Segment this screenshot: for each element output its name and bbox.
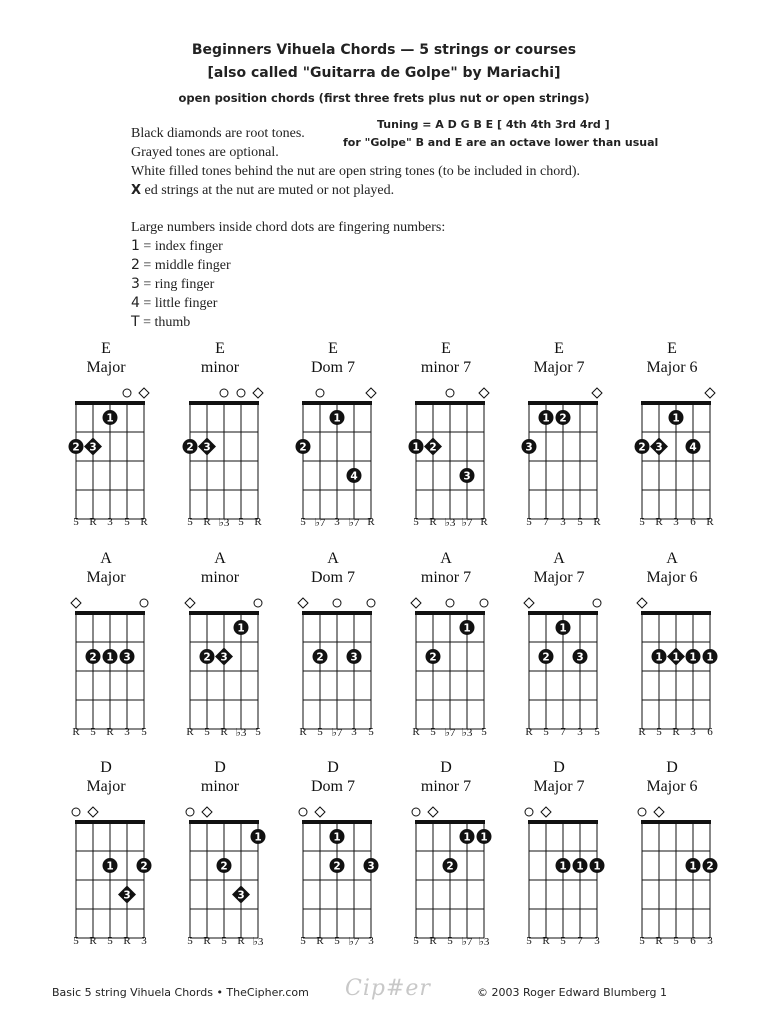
open-root-diamond	[541, 807, 551, 817]
finger-number: 3	[237, 889, 245, 902]
fretboard	[638, 340, 732, 516]
nut-bar	[641, 611, 711, 615]
interval-label: 5	[639, 516, 645, 528]
tuning-line: Tuning = A D G B E [ 4th 4th 3rd 4rd ]	[377, 118, 610, 131]
interval-label: ♭3	[252, 936, 264, 948]
interval-label: ♭3	[478, 936, 490, 948]
fretboard	[303, 759, 393, 935]
finger-number: 2	[446, 860, 454, 873]
interval-label: 5	[413, 935, 419, 947]
interval-label: 3	[707, 935, 713, 947]
nut-bar	[528, 820, 598, 824]
finger-number: 1	[131, 238, 140, 254]
interval-label: R	[429, 935, 437, 947]
chord-quality: Major	[86, 778, 126, 795]
interval-label: 3	[690, 726, 696, 738]
finger-number: 1	[672, 651, 680, 664]
nut-bar	[641, 820, 711, 824]
interval-label: 5	[577, 516, 583, 528]
fingering-item	[131, 237, 223, 256]
open-root-diamond	[592, 388, 602, 398]
interval-label: 5	[526, 516, 532, 528]
page-title: Beginners Vihuela Chords — 5 strings or courses	[191, 42, 577, 58]
finger-number: 1	[106, 860, 114, 873]
interval-label: 6	[707, 726, 713, 738]
nut-bar	[528, 611, 598, 615]
finger-number: 1	[106, 651, 114, 664]
open-string-circle	[140, 599, 148, 607]
chord-quality: Dom 7	[311, 778, 355, 795]
nut-bar	[189, 611, 259, 615]
finger-number: 1	[689, 651, 697, 664]
chord-quality: Major	[86, 359, 126, 376]
finger-number: 2	[89, 651, 97, 664]
chord-quality: minor	[200, 359, 240, 376]
open-string-circle	[72, 808, 80, 816]
open-root-diamond	[253, 388, 263, 398]
fingering-heading: Large numbers inside chord dots are fingering numbers:	[131, 220, 446, 235]
open-string-circle	[367, 599, 375, 607]
nut-bar	[415, 401, 485, 405]
finger-number: 3	[203, 441, 211, 454]
nut-bar	[189, 401, 259, 405]
open-root-diamond	[88, 807, 98, 817]
interval-label: R	[480, 516, 488, 528]
chord-quality: Major 7	[533, 778, 585, 795]
fretboard	[642, 550, 732, 726]
chord-root: A	[666, 550, 678, 567]
interval-label: 6	[690, 516, 696, 528]
interval-label: 6	[690, 935, 696, 947]
finger-number: 1	[576, 860, 584, 873]
interval-label: R	[237, 935, 245, 947]
finger-number: 2	[203, 651, 211, 664]
interval-label: R	[72, 726, 80, 738]
fretboard	[529, 550, 619, 726]
intro-open-tones: White filled tones behind the nut are open string tones (to be included in chord).	[131, 164, 581, 179]
finger-number: 3	[123, 889, 131, 902]
open-root-diamond	[202, 807, 212, 817]
intro-optional-tones: Grayed tones are optional.	[131, 145, 279, 160]
fretboard	[190, 759, 280, 935]
finger-description: = thumb	[139, 315, 191, 330]
chord-root: D	[214, 759, 226, 776]
interval-label: R	[542, 935, 550, 947]
chord-root: E	[667, 340, 677, 357]
open-string-circle	[316, 389, 324, 397]
chord-quality: minor 7	[420, 359, 472, 376]
finger-number: 1	[480, 831, 488, 844]
chord-diagram	[638, 550, 752, 756]
interval-label: R	[672, 726, 680, 738]
finger-number: 1	[542, 412, 550, 425]
chord-quality: minor	[200, 569, 240, 586]
intro-root-tones: Black diamonds are root tones.	[131, 126, 305, 141]
interval-label: ♭3	[218, 517, 230, 529]
finger-number: 2	[220, 860, 228, 873]
open-root-diamond	[428, 807, 438, 817]
fretboard	[642, 759, 732, 935]
interval-label: R	[367, 516, 375, 528]
interval-label: R	[140, 516, 148, 528]
interval-label: ♭3	[461, 727, 473, 739]
nut-bar	[302, 820, 372, 824]
chord-root: A	[553, 550, 565, 567]
open-string-circle	[412, 808, 420, 816]
interval-label: 3	[107, 516, 113, 528]
chord-quality: minor	[200, 778, 240, 795]
page-subtitle: [also called "Guitarra de Golpe" by Mariachi]	[207, 65, 561, 81]
finger-number: 3	[220, 651, 228, 664]
interval-label: 5	[481, 726, 487, 738]
fretboard	[303, 550, 393, 726]
interval-label: ♭7	[314, 517, 326, 529]
chord-root: E	[554, 340, 564, 357]
interval-label: R	[655, 935, 663, 947]
interval-label: 5	[526, 935, 532, 947]
open-string-circle	[123, 389, 131, 397]
chord-root: A	[214, 550, 226, 567]
interval-label: 5	[107, 935, 113, 947]
intro-muted-strings	[131, 181, 394, 200]
finger-number: 2	[299, 441, 307, 454]
chord-root: A	[440, 550, 452, 567]
finger-number: 3	[525, 441, 533, 454]
chord-root: D	[327, 759, 339, 776]
chord-quality: Major 6	[646, 778, 698, 795]
open-string-circle	[638, 808, 646, 816]
fretboard	[416, 759, 506, 935]
interval-label: R	[655, 516, 663, 528]
nut-bar	[75, 611, 145, 615]
interval-label: R	[299, 726, 307, 738]
fretboard	[525, 340, 619, 516]
chord-quality: minor 7	[420, 569, 472, 586]
open-string-circle	[299, 808, 307, 816]
intro-muted-text: ed strings at the nut are muted or not played.	[141, 183, 395, 198]
interval-label: 5	[73, 935, 79, 947]
finger-number: 1	[559, 622, 567, 635]
fingering-item	[131, 313, 190, 332]
chord-diagram	[638, 340, 752, 546]
chord-quality: Dom 7	[311, 569, 355, 586]
interval-label: 5	[317, 726, 323, 738]
open-root-diamond	[705, 388, 715, 398]
open-string-circle	[237, 389, 245, 397]
chord-quality: Major	[86, 569, 126, 586]
finger-number: 4	[689, 441, 697, 454]
page-note: open position chords (first three frets plus nut or open strings)	[178, 91, 590, 105]
interval-label: 7	[577, 935, 583, 947]
chord-diagram	[639, 759, 752, 965]
open-string-circle	[254, 599, 262, 607]
nut-bar	[528, 401, 598, 405]
finger-number: 1	[333, 831, 341, 844]
finger-number: 2	[131, 257, 140, 273]
interval-label: R	[106, 726, 114, 738]
interval-label: 5	[673, 935, 679, 947]
interval-label: 5	[124, 516, 130, 528]
interval-label: 5	[141, 726, 147, 738]
interval-label: 7	[543, 516, 549, 528]
interval-label: ♭7	[461, 517, 473, 529]
interval-label: 3	[577, 726, 583, 738]
interval-label: 5	[656, 726, 662, 738]
interval-label: 3	[673, 516, 679, 528]
chord-quality: Major 7	[533, 359, 585, 376]
chord-quality: Major 6	[646, 359, 698, 376]
finger-number: 1	[412, 441, 420, 454]
finger-number: 2	[333, 860, 341, 873]
interval-label: 3	[368, 935, 374, 947]
finger-number: 1	[333, 412, 341, 425]
finger-number: 1	[706, 651, 714, 664]
tuning-note: for "Golpe" B and E are an octave lower than usual	[343, 136, 659, 149]
interval-label: R	[593, 516, 601, 528]
finger-number: 1	[463, 831, 471, 844]
interval-label: R	[220, 726, 228, 738]
open-string-circle	[220, 389, 228, 397]
fretboard	[190, 550, 280, 726]
open-string-circle	[446, 389, 454, 397]
finger-number: T	[131, 314, 140, 330]
interval-label: ♭7	[348, 936, 360, 948]
finger-number: 2	[140, 860, 148, 873]
interval-label: 3	[124, 726, 130, 738]
chord-root: D	[440, 759, 452, 776]
finger-number: 3	[367, 860, 375, 873]
open-string-circle	[333, 599, 341, 607]
interval-label: ♭3	[235, 727, 247, 739]
open-string-circle	[186, 808, 194, 816]
finger-number: 3	[576, 651, 584, 664]
interval-label: ♭7	[331, 727, 343, 739]
finger-description: = little finger	[139, 296, 218, 311]
open-string-circle	[446, 599, 454, 607]
finger-number: 1	[593, 860, 601, 873]
interval-label: R	[203, 516, 211, 528]
interval-label: 5	[187, 516, 193, 528]
finger-number: 1	[254, 831, 262, 844]
interval-label: 5	[221, 935, 227, 947]
fretboard	[76, 550, 166, 726]
interval-label: 5	[334, 935, 340, 947]
open-root-diamond	[654, 807, 664, 817]
finger-number: 4	[350, 470, 358, 483]
interval-label: 3	[351, 726, 357, 738]
interval-label: 3	[334, 516, 340, 528]
interval-label: 5	[413, 516, 419, 528]
nut-bar	[415, 820, 485, 824]
interval-label: 3	[141, 935, 147, 947]
finger-number: 1	[672, 412, 680, 425]
cipher-logo-watermark: Cip#er	[345, 976, 431, 1001]
finger-number: 3	[350, 651, 358, 664]
finger-number: 2	[429, 651, 437, 664]
finger-number: 2	[559, 412, 567, 425]
interval-label: R	[429, 516, 437, 528]
interval-label: 5	[368, 726, 374, 738]
finger-number: 2	[316, 651, 324, 664]
interval-label: R	[316, 935, 324, 947]
interval-label: ♭3	[444, 517, 456, 529]
muted-x-mark: X	[131, 183, 142, 198]
nut-bar	[415, 611, 485, 615]
finger-number: 1	[689, 860, 697, 873]
interval-label: R	[186, 726, 194, 738]
interval-label: R	[254, 516, 262, 528]
nut-bar	[75, 820, 145, 824]
chord-quality: Major 7	[533, 569, 585, 586]
interval-label: 3	[594, 935, 600, 947]
fretboard	[416, 550, 506, 726]
finger-description: = index finger	[139, 239, 223, 254]
finger-number: 2	[638, 441, 646, 454]
interval-label: 5	[187, 935, 193, 947]
chord-root: E	[441, 340, 451, 357]
finger-number: 3	[463, 470, 471, 483]
fingering-item	[131, 275, 214, 294]
finger-number: 2	[186, 441, 194, 454]
interval-label: R	[123, 935, 131, 947]
finger-number: 3	[655, 441, 663, 454]
nut-bar	[189, 820, 259, 824]
fretboard	[72, 340, 166, 516]
interval-label: R	[412, 726, 420, 738]
finger-number: 2	[542, 651, 550, 664]
nut-bar	[75, 401, 145, 405]
chord-root: D	[100, 759, 112, 776]
footer-right: © 2003 Roger Edward Blumberg 1	[477, 986, 667, 999]
chord-root: E	[328, 340, 338, 357]
interval-label: R	[525, 726, 533, 738]
finger-number: 4	[131, 295, 140, 311]
interval-label: R	[638, 726, 646, 738]
fingering-item	[131, 256, 231, 275]
chord-root: E	[215, 340, 225, 357]
open-string-circle	[593, 599, 601, 607]
open-root-diamond	[185, 598, 195, 608]
open-string-circle	[480, 599, 488, 607]
interval-label: R	[89, 935, 97, 947]
interval-label: R	[89, 516, 97, 528]
interval-label: 5	[90, 726, 96, 738]
finger-description: = middle finger	[139, 258, 231, 273]
finger-number: 2	[429, 441, 437, 454]
interval-label: 5	[543, 726, 549, 738]
finger-number: 1	[655, 651, 663, 664]
open-root-diamond	[366, 388, 376, 398]
chord-root: E	[101, 340, 111, 357]
chord-quality: Major 6	[646, 569, 698, 586]
footer-left: Basic 5 string Vihuela Chords • TheCipher.com	[52, 986, 309, 999]
interval-label: 5	[300, 516, 306, 528]
interval-label: ♭7	[444, 727, 456, 739]
finger-number: 1	[237, 622, 245, 635]
open-root-diamond	[139, 388, 149, 398]
interval-label: 7	[560, 726, 566, 738]
interval-label: 5	[430, 726, 436, 738]
chord-quality: minor 7	[420, 778, 472, 795]
chord-root: D	[666, 759, 678, 776]
fretboard	[76, 759, 166, 935]
open-string-circle	[525, 808, 533, 816]
chord-root: A	[100, 550, 112, 567]
fingering-item	[131, 294, 217, 313]
interval-label: 5	[204, 726, 210, 738]
finger-number: 2	[706, 860, 714, 873]
interval-label: 3	[560, 516, 566, 528]
fretboard	[412, 340, 506, 516]
open-root-diamond	[315, 807, 325, 817]
chord-root: A	[327, 550, 339, 567]
interval-label: ♭7	[461, 936, 473, 948]
interval-label: 5	[560, 935, 566, 947]
finger-number: 1	[106, 412, 114, 425]
finger-number: 3	[131, 276, 140, 292]
interval-label: 5	[447, 935, 453, 947]
fretboard	[529, 759, 619, 935]
interval-label: 5	[73, 516, 79, 528]
nut-bar	[302, 401, 372, 405]
interval-label: ♭7	[348, 517, 360, 529]
interval-label: R	[706, 516, 714, 528]
finger-number: 1	[559, 860, 567, 873]
finger-number: 1	[463, 622, 471, 635]
finger-number: 2	[72, 441, 80, 454]
interval-label: R	[203, 935, 211, 947]
nut-bar	[641, 401, 711, 405]
chord-quality: Dom 7	[311, 359, 355, 376]
interval-label: 5	[594, 726, 600, 738]
open-root-diamond	[71, 598, 81, 608]
interval-label: 5	[255, 726, 261, 738]
interval-label: 5	[238, 516, 244, 528]
fretboard	[299, 340, 393, 516]
finger-number: 3	[123, 651, 131, 664]
nut-bar	[302, 611, 372, 615]
finger-number: 3	[89, 441, 97, 454]
finger-description: = ring finger	[139, 277, 215, 292]
interval-label: 5	[639, 935, 645, 947]
fretboard	[186, 340, 280, 516]
open-root-diamond	[479, 388, 489, 398]
interval-label: 5	[300, 935, 306, 947]
chord-root: D	[553, 759, 565, 776]
